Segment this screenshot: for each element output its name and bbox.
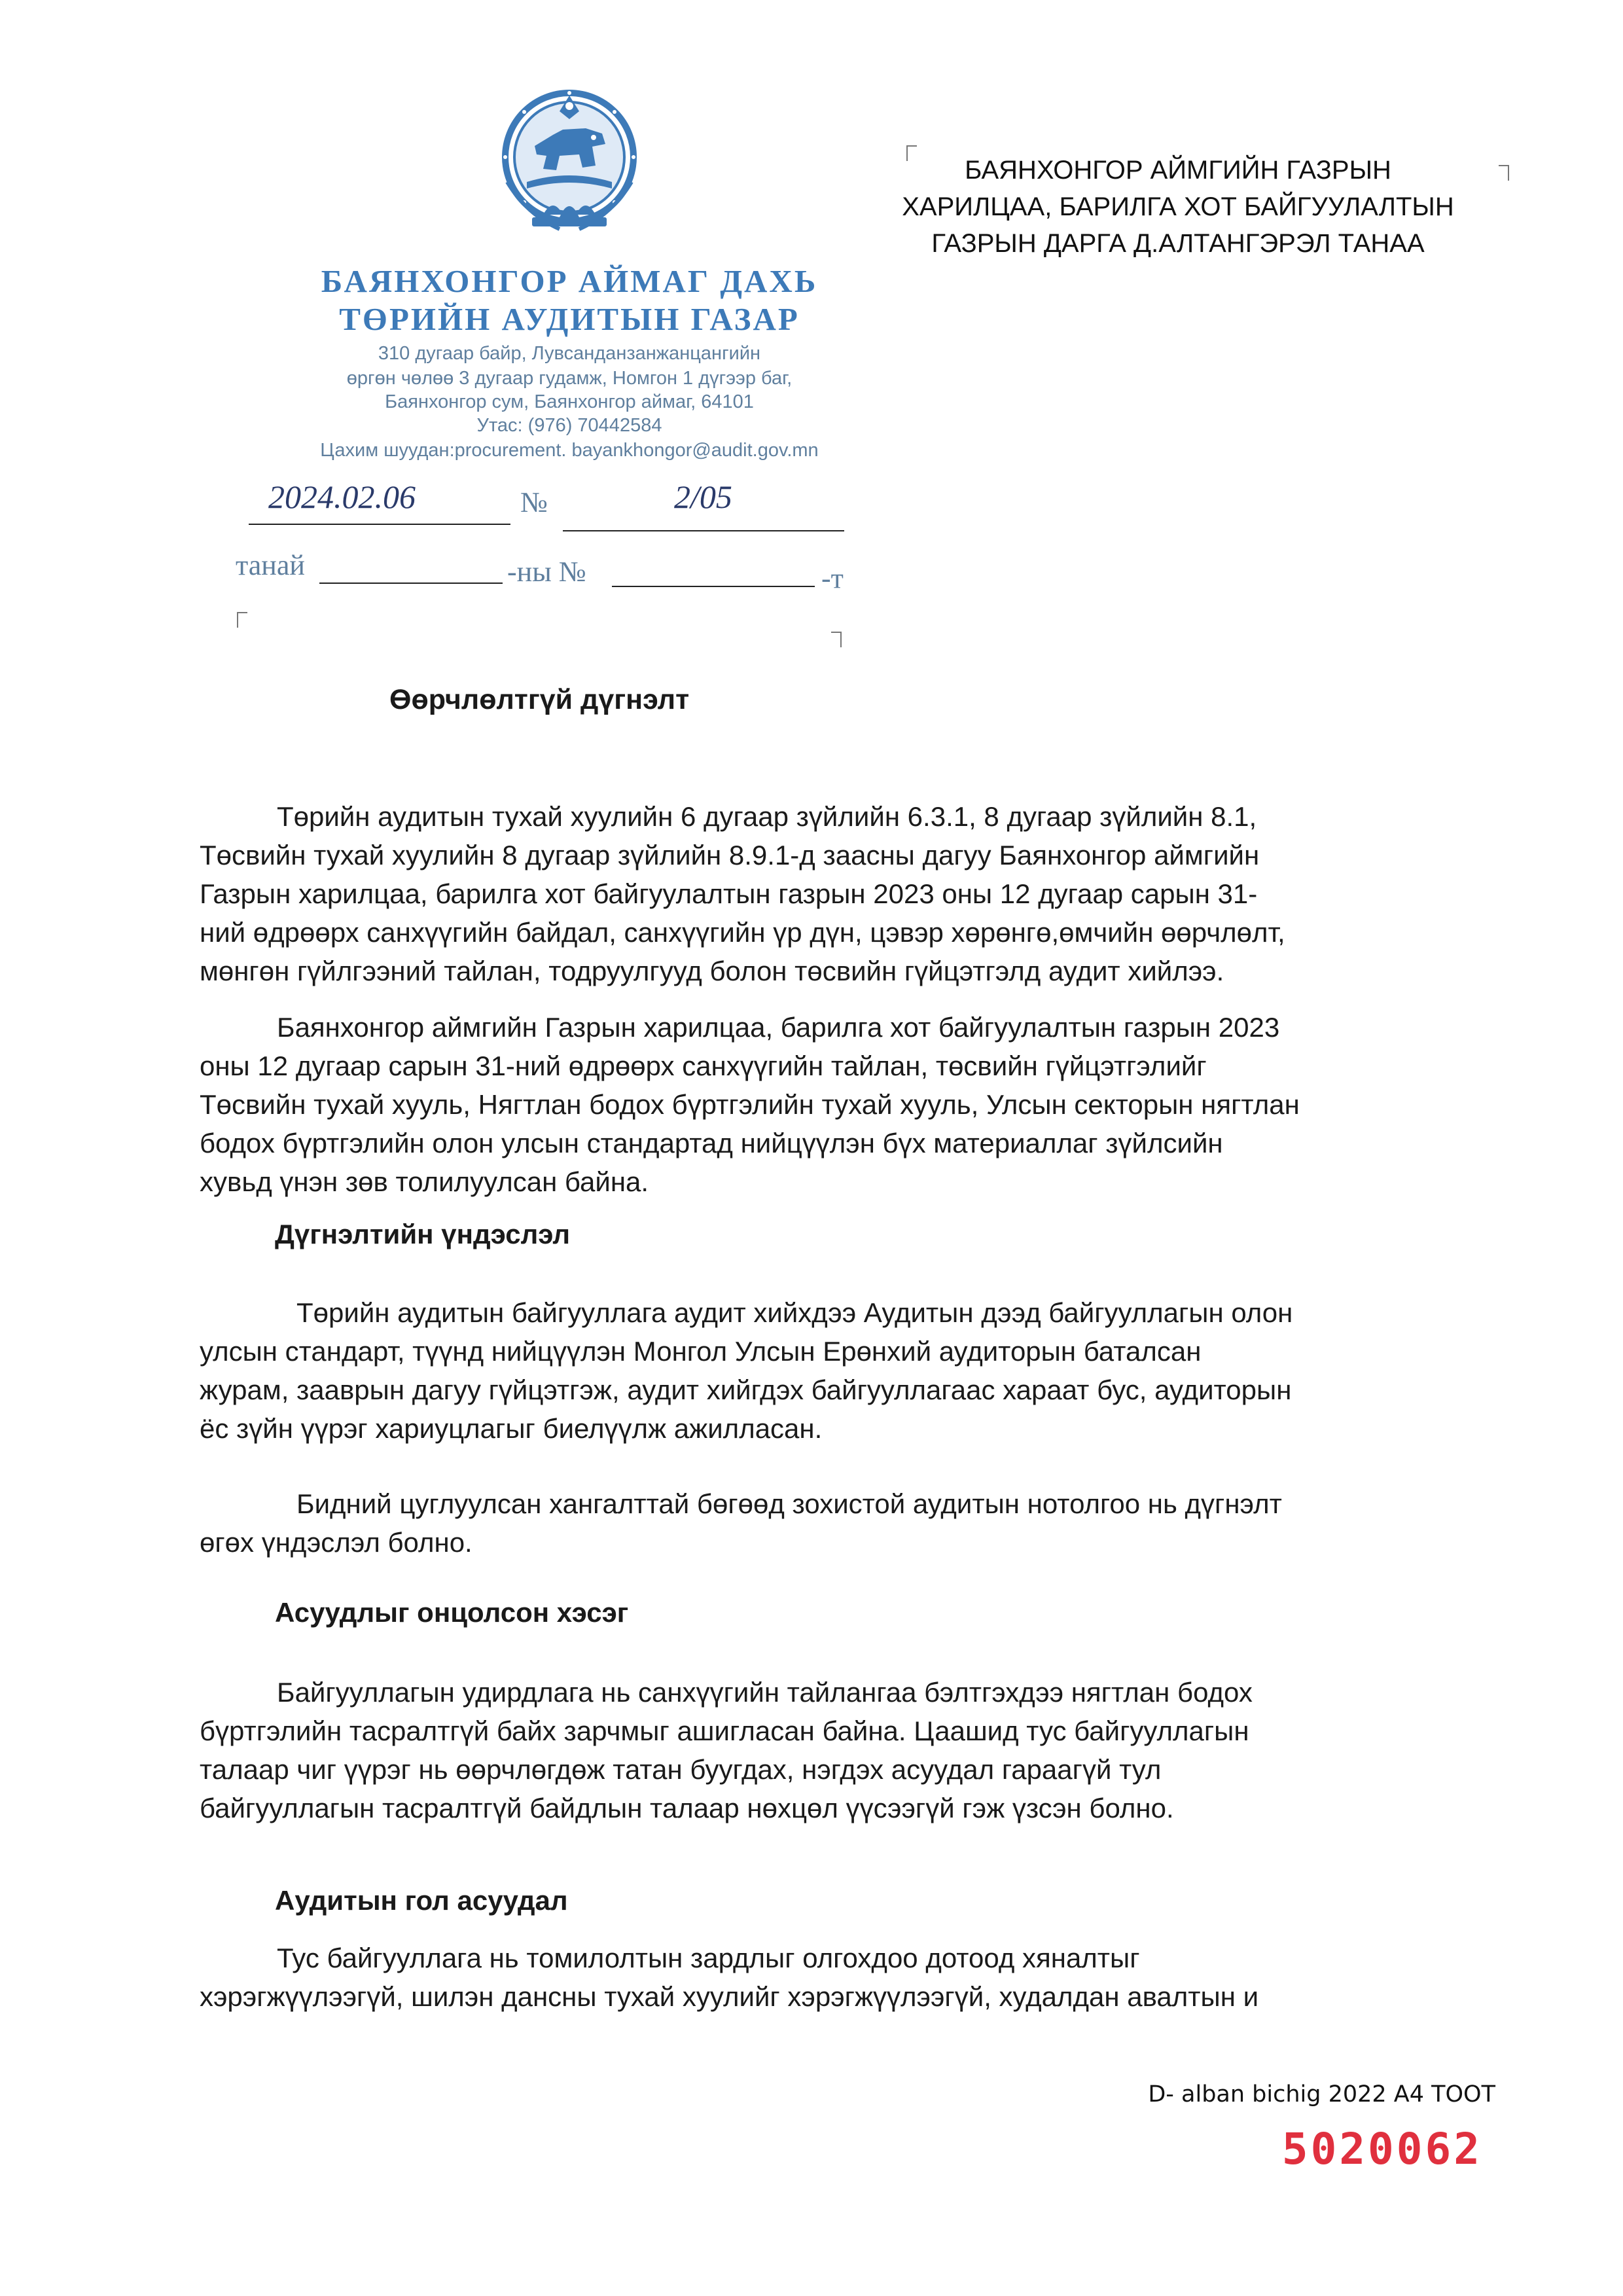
line: Төрийн аудитын байгууллага аудит хийхдээ Аудитын дээд байгууллагын олон [296, 1297, 1293, 1328]
line: Төсвийн тухай хууль, Нягтлан бодох бүртгэлийн тухай хууль, Улсын секторын нягтлан [200, 1089, 1300, 1120]
address-line2: өргөн чөлөө 3 дугаар гудамж, Номгон 1 дүгээр баг, [346, 368, 793, 389]
date-handwritten: 2024.02.06 [268, 478, 416, 515]
line: Төсвийн тухай хуулийн 8 дугаар зүйлийн 8.9.1-д заасны дагуу Баянхонгор аймгийн [200, 840, 1260, 870]
address-line1: 310 дугаар байр, Лувсанданзанжанцангийн [378, 343, 761, 364]
corner-mark [831, 632, 842, 647]
line: Баянхонгор аймгийн Газрын харилцаа, барилга хот байгуулалтын газрын 2023 [277, 1012, 1280, 1043]
reply-number-underline [612, 586, 815, 587]
line: оны 12 дугаар сарын 31-ний өдрөөрх санхүүгийн тайлан, төсвийн гүйцэтгэлийг [200, 1050, 1207, 1081]
reply-middle: -ны № [507, 556, 586, 588]
heading-basis: Дүгнэлтийн үндэслэл [275, 1219, 571, 1249]
paragraph-evidence [200, 1484, 1495, 1562]
number-label: № [520, 486, 548, 518]
line: Байгууллагын удирдлага нь санхүүгийн тайлангаа бэлтгэхдээ нягтлан бодох [277, 1677, 1253, 1708]
paragraph-basis [200, 1293, 1495, 1448]
number-underline [563, 530, 844, 531]
line: Төрийн аудитын тухай хуулийн 6 дугаар зүйлийн 6.3.1, 8 дугаар зүйлийн 8.1, [277, 801, 1257, 832]
mongolia-emblem-icon [481, 84, 658, 247]
document-code: D- alban bichig 2022 A4 TOOT [1148, 2081, 1495, 2108]
line: улсын стандарт, түүнд нийцүүлэн Монгол Улсын Ерөнхий аудиторын баталсан [200, 1336, 1202, 1367]
line: ний өдрөөрх санхүүгийн байдал, санхүүгийн үр дүн, цэвэр хөрөнгө,өмчийн өөрчлөлт, [200, 917, 1285, 948]
paragraph-audit-scope [200, 797, 1495, 990]
serial-number-stamp: 5020062 [1281, 2124, 1482, 2174]
addressee-line2: ХАРИЛЦАА, БАРИЛГА ХОТ БАЙГУУЛАЛТЫН [902, 192, 1454, 221]
number-handwritten: 2/05 [674, 478, 732, 515]
line: бүртгэлийн тасралтгүй байх зарчмыг ашигласан байна. Цаашид тус байгууллагын [200, 1715, 1249, 1746]
line: байгууллагын тасралтгүй байдлын талаар нөхцөл үүсээгүй гэж үзсэн болно. [200, 1793, 1174, 1823]
addressee-line1: БАЯНХОНГОР АЙМГИЙН ГАЗРЫН [965, 156, 1391, 185]
email-text: Цахим шуудан:procurement. bayankhongor@audit.gov.mn [320, 440, 819, 461]
paragraph-emphasis [200, 1673, 1495, 1827]
org-name-line2: ТӨРИЙН АУДИТЫН ГАЗАР [339, 301, 800, 337]
reply-date-underline [319, 583, 503, 584]
line: хэрэгжүүлээгүй, шилэн дансны тухай хуулийг хэрэгжүүлээгүй, худалдан авалтын и [200, 1981, 1259, 2012]
line: Бидний цуглуулсан хангалттай бөгөөд зохистой аудитын нотолгоо нь дүгнэлт [296, 1488, 1282, 1519]
line: ёс зүйн үүрэг хариуцлагыг биелүүлж ажилласан. [200, 1413, 823, 1444]
line: хувьд үнэн зөв толилуулсан байна. [200, 1166, 649, 1197]
heading-emphasis: Асуудлыг онцолсон хэсэг [275, 1597, 629, 1628]
reply-prefix: танай [236, 549, 305, 581]
line: бодох бүртгэлийн олон улсын стандартад нийцүүлэн бүх материаллаг зүйлсийн [200, 1128, 1223, 1158]
line: Тус байгууллага нь томилолтын зардлыг олгохдоо дотоод хяналтыг [277, 1943, 1140, 1973]
org-name-line1: БАЯНХОНГОР АЙМАГ ДАХЬ [321, 263, 818, 299]
document-title: Өөрчлөлтгүй дүгнэлт [389, 684, 690, 715]
line: журам, зааврын дагуу гүйцэтгэж, аудит хийгдэх байгууллагаас хараат бус, аудиторын [200, 1374, 1292, 1405]
line: өгөх үндэслэл болно. [200, 1527, 473, 1558]
addressee-line3: ГАЗРЫН ДАРГА Д.АЛТАНГЭРЭЛ ТАНАА [931, 229, 1425, 258]
paragraph-key-matters [200, 1939, 1495, 2016]
reply-suffix: -т [821, 562, 844, 594]
line: мөнгөн гүйлгээний тайлан, тодруулгууд болон төсвийн гүйцэтгэлд аудит хийлээ. [200, 956, 1224, 986]
date-underline [249, 524, 510, 525]
line: талаар чиг үүрэг нь өөрчлөгдөж татан буугдах, нэгдэх асуудал гараагүй тул [200, 1754, 1162, 1785]
address-line3: Баянхонгор сум, Баянхонгор аймаг, 64101 [385, 391, 754, 412]
phone-text: Утас: (976) 70442584 [476, 415, 662, 436]
corner-mark [237, 612, 247, 628]
heading-key-matters: Аудитын гол асуудал [275, 1885, 568, 1916]
paragraph-opinion [200, 1008, 1495, 1201]
line: Газрын харилцаа, барилга хот байгуулалтын газрын 2023 оны 12 дугаар сарын 31- [200, 878, 1258, 909]
